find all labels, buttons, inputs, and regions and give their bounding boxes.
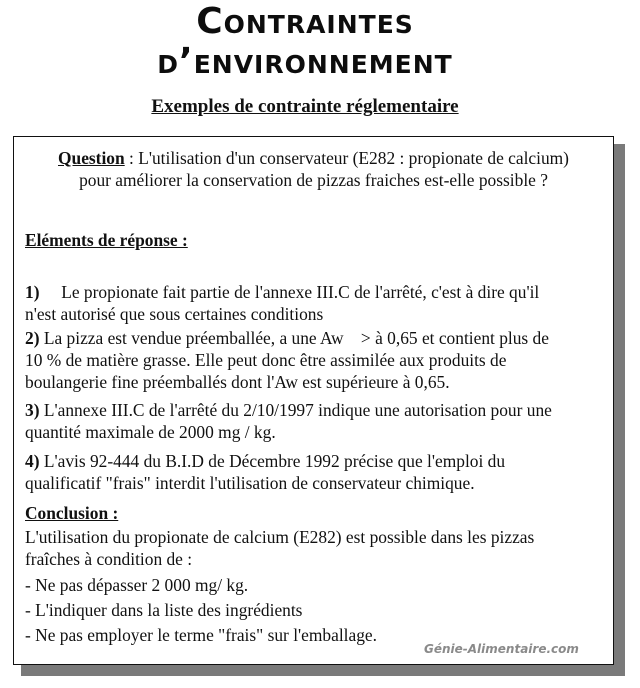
answer-heading: Eléments de réponse : [25, 230, 188, 250]
answer-item-2-line-1 [25, 327, 549, 349]
answer-item-4-line-2: qualificatif "frais" interdit l'utilisation de conservateur chimique. [25, 473, 475, 493]
conclusion-line-2: fraîches à condition de : [25, 549, 193, 569]
answer-item-4-line-1 [25, 450, 505, 472]
question-line-1 [13, 147, 614, 169]
answer-item-2-line-2: 10 % de matière grasse. Elle peut donc être assimilée aux produits de [25, 350, 507, 370]
answer-item-3-text: L'annexe III.C de l'arrêté du 2/10/1997 indique une autorisation pour une [39, 400, 552, 420]
answer-item-3-line-1 [25, 399, 552, 421]
question-label: Question [58, 148, 125, 168]
answer-item-3-line-2: quantité maximale de 2000 mg / kg. [25, 422, 276, 442]
answer-item-1-line-1 [25, 281, 539, 303]
question-line-2: pour améliorer la conservation de pizzas fraiches est-elle possible ? [79, 170, 548, 190]
question-text-1: : L'utilisation d'un conservateur (E282 : propionate de calcium) [124, 148, 569, 168]
conclusion-condition-1: - Ne pas dépasser 2 000 mg/ kg. [25, 575, 249, 595]
answer-item-1-text: Le propionate fait partie de l'annexe III.C de l'arrêté, c'est à dire qu'il [39, 282, 540, 302]
page-subtitle: Exemples de contrainte réglementaire [151, 96, 459, 117]
conclusion-condition-2: - L'indiquer dans la liste des ingrédients [25, 600, 303, 620]
answer-item-4-number: 4) [25, 451, 40, 471]
answer-item-4-text: L'avis 92-444 du B.I.D de Décembre 1992 précise que l'emploi du [39, 451, 506, 471]
answer-item-1-number: 1) [25, 282, 40, 302]
conclusion-line-1: L'utilisation du propionate de calcium (E282) est possible dans les pizzas [25, 527, 535, 547]
page-title-line-2: d’environnement [157, 41, 453, 82]
answer-item-2-text: La pizza est vendue préemballée, a une Aw > à 0,65 et contient plus de [39, 328, 549, 348]
conclusion-condition-3: - Ne pas employer le terme "frais" sur l'emballage. [25, 625, 377, 645]
answer-item-2-line-3: boulangerie fine préemballés dont l'Aw est supérieure à 0,65. [25, 372, 450, 392]
page-title-line-1: Contraintes [196, 1, 414, 42]
answer-item-2-number: 2) [25, 328, 40, 348]
conclusion-heading: Conclusion : [25, 503, 119, 523]
watermark-logo: Génie-Alimentaire.com [424, 642, 579, 656]
answer-item-1-line-2: n'est autorisé que sous certaines conditions [25, 304, 324, 324]
answer-item-3-number: 3) [25, 400, 40, 420]
